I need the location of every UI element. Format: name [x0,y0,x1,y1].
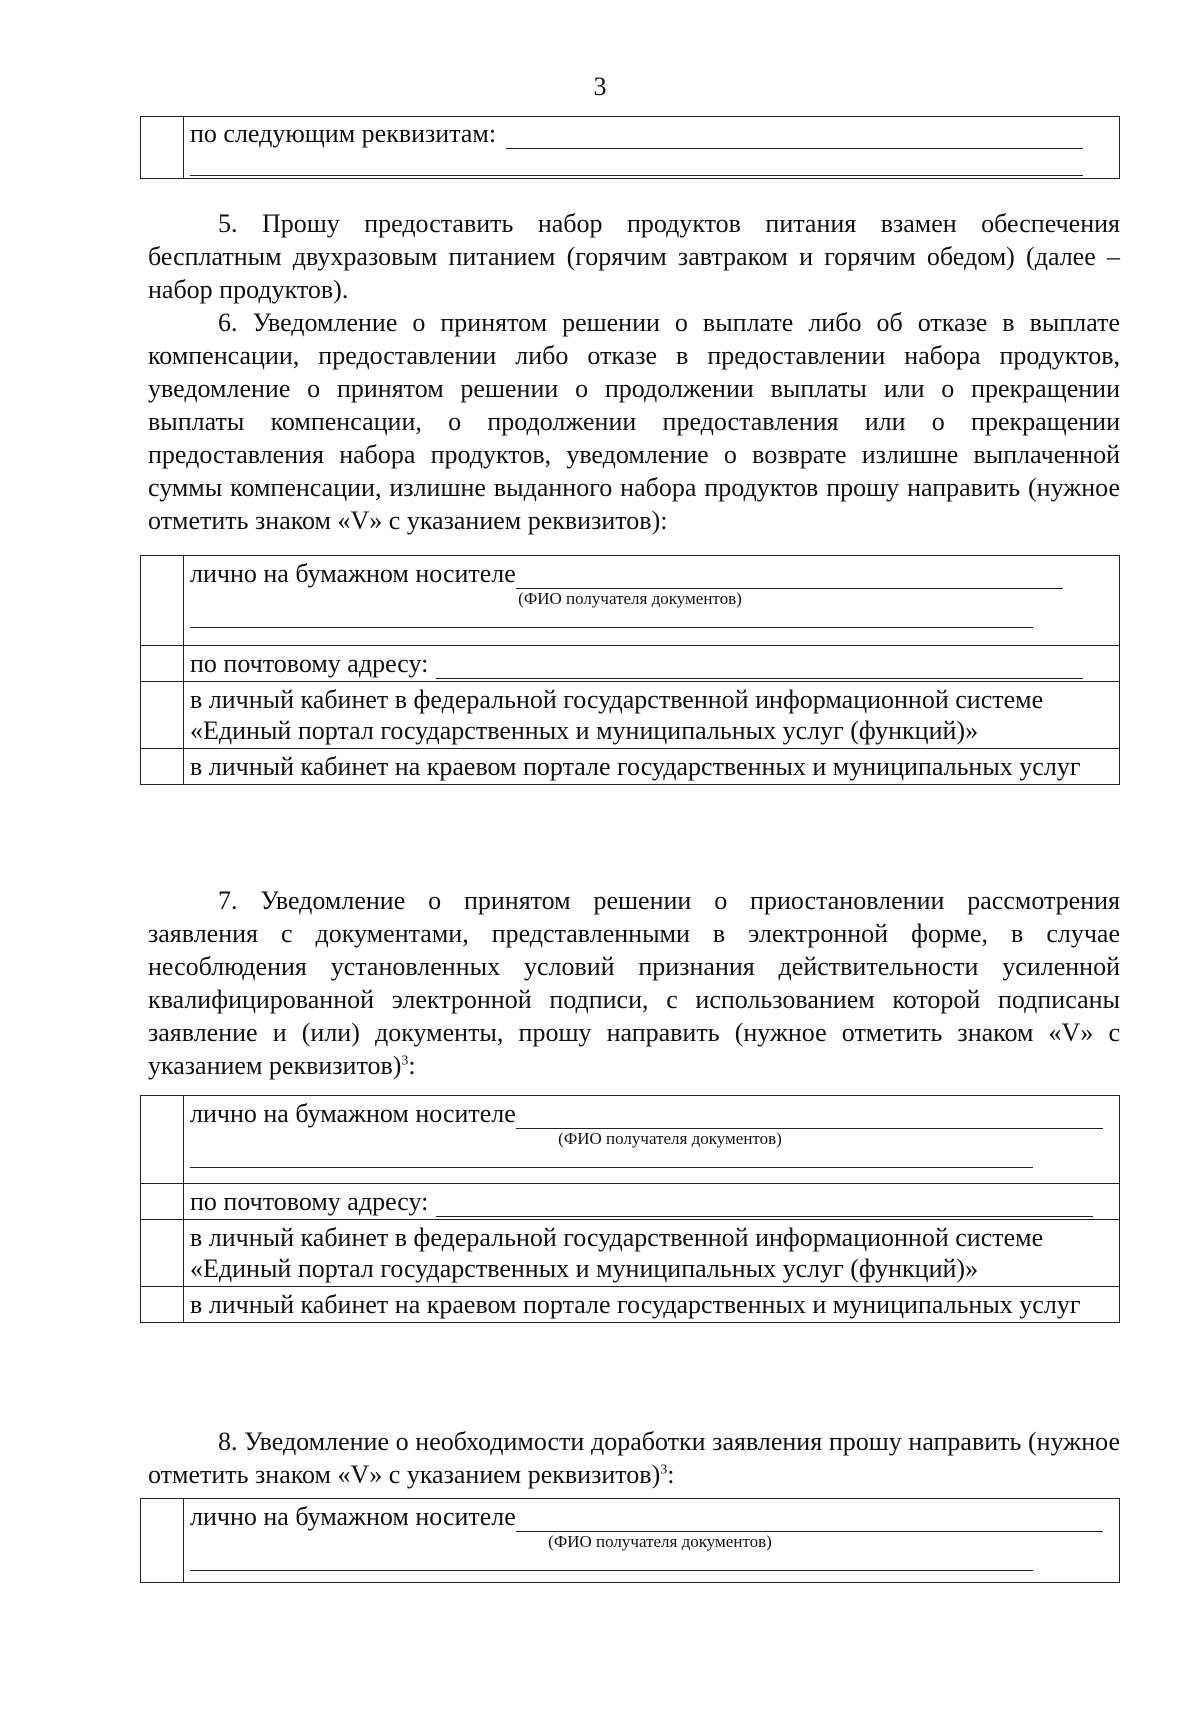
delivery-options-table-a [140,555,1120,785]
paragraph-5-text: 5. Прошу предоставить набор продуктов питания взамен обеспечения бесплатным двухразовым питанием (горячим завтраком и горячим обедом) (далее – набор продуктов). [148,209,1120,304]
requisites-line-2[interactable] [190,149,1083,176]
paragraph-5 [148,207,1120,306]
option-regional-b: в личный кабинет на краевом портале государственных и муниципальных услуг [184,1287,1120,1323]
checkbox-post-a[interactable] [141,646,184,682]
option-post-b [184,1184,1120,1220]
checkbox-post-b[interactable] [141,1184,184,1220]
fio-caption-b: (ФИО получателя документов) [558,1129,782,1148]
option-paper-label-c: лично на бумажном носителе [190,1502,516,1531]
fio-line-b-2[interactable] [190,1149,1033,1168]
fio-caption-c: (ФИО получателя документов) [548,1532,772,1551]
option-regional-a: в личный кабинет на краевом портале государственных и муниципальных услуг [184,749,1120,785]
requisites-label: по следующим реквизитам: [190,119,497,148]
checkbox-regional-b[interactable] [141,1287,184,1323]
option-paper-label-b: лично на бумажном носителе [190,1099,516,1128]
requisites-table [140,116,1120,179]
paragraph-8-text: 8. Уведомление о необходимости доработки заявления прошу направить (нужное отметить знаком «V» с указанием реквизитов) [148,1427,1120,1489]
fio-line-c[interactable] [516,1507,1103,1532]
fio-line-c-2[interactable] [190,1552,1033,1571]
requisites-cell [184,117,1120,179]
delivery-options-table-b [140,1095,1120,1323]
checkbox-federal-a[interactable] [141,682,184,749]
option-post-label-a: по почтовому адресу: [190,649,429,678]
checkbox-paper-b[interactable] [141,1096,184,1184]
post-line-a[interactable] [436,654,1083,679]
option-federal-b: в личный кабинет в федеральной государственной информационной системе «Единый портал государственных и муниципальных услуг (функций)» [184,1220,1120,1287]
option-paper-a [184,556,1120,646]
fio-line-a-2[interactable] [190,609,1033,628]
page-number: 3 [593,72,607,101]
option-paper-label-a: лично на бумажном носителе [190,559,516,588]
checkbox-paper-a[interactable] [141,556,184,646]
delivery-options-table-c [140,1498,1120,1583]
paragraph-7 [148,884,1120,1082]
paragraph-7-text: 7. Уведомление о принятом решении о приостановлении рассмотрения заявления с документами, представленными в электронной форме, в случае несоблюдения установленных условий признания действительности усиленной квалифицированной электронной подписи, с использованием которой подписаны заявление и (или) документы, прошу направить (нужное отметить знаком «V» с указанием реквизитов) [148,886,1120,1080]
fio-line-b[interactable] [516,1104,1103,1129]
checkbox-federal-b[interactable] [141,1220,184,1287]
option-paper-b [184,1096,1120,1184]
checkbox-cell[interactable] [141,117,184,179]
paragraph-8 [148,1425,1120,1491]
paragraph-8-end: : [667,1460,675,1489]
footnote-ref-7: 3 [401,1053,409,1069]
checkbox-regional-a[interactable] [141,749,184,785]
option-federal-a: в личный кабинет в федеральной государственной информационной системе «Единый портал государственных и муниципальных услуг (функций)» [184,682,1120,749]
footnote-ref-8: 3 [660,1462,668,1478]
paragraph-6-text: 6. Уведомление о принятом решении о выплате либо об отказе в выплате компенсации, предоставлении либо отказе в предоставлении набора продуктов, уведомление о принятом решении о продолжении выплаты или о прекращении выплаты компенсации, о продолжении предоставления или о прекращении предоставления набора продуктов, уведомление о возврате излишне выплаченной суммы компенсации, излишне выданного набора продуктов прошу направить (нужное отметить знаком «V» с указанием реквизитов): [148,308,1120,535]
paragraph-6 [148,306,1120,537]
checkbox-paper-c[interactable] [141,1499,184,1583]
requisites-line[interactable] [506,124,1083,149]
post-line-b[interactable] [436,1192,1093,1217]
fio-line-a[interactable] [516,564,1063,589]
fio-caption-a: (ФИО получателя документов) [518,589,742,608]
option-post-a [184,646,1120,682]
option-paper-c [184,1499,1120,1583]
option-post-label-b: по почтовому адресу: [190,1187,429,1216]
paragraph-7-end: : [408,1051,416,1080]
